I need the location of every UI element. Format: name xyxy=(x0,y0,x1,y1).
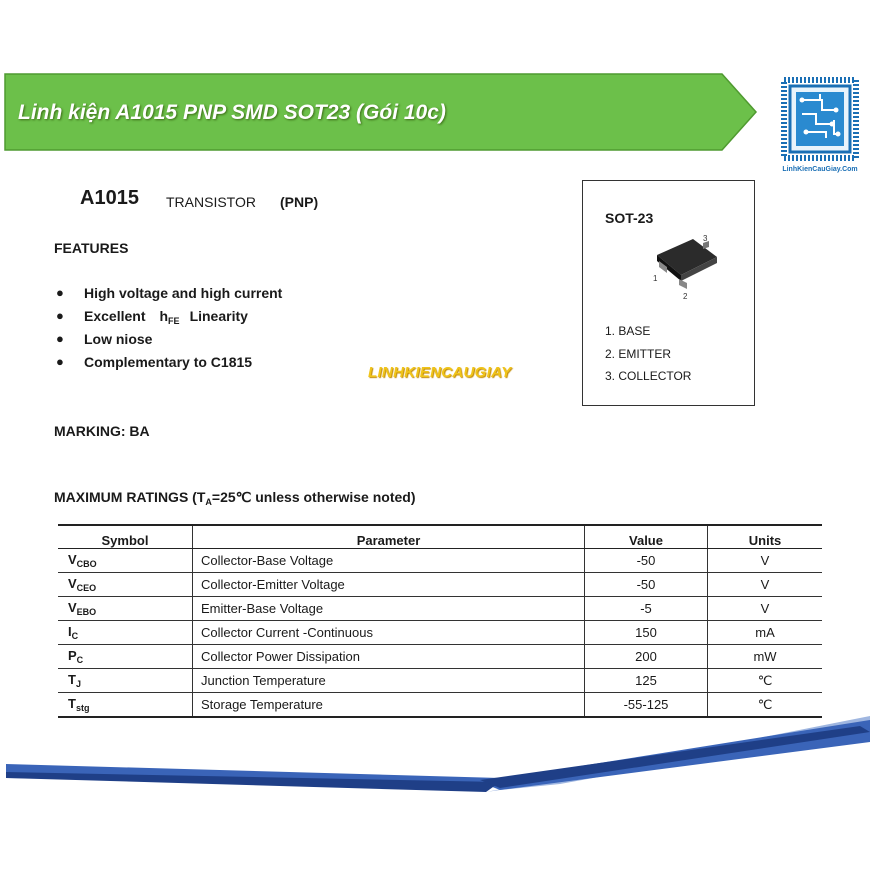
symbol-cell: $V_{EBO}$ xyxy=(58,597,193,621)
part-type: TRANSISTOR xyxy=(166,194,256,210)
bullet-icon: ● xyxy=(56,354,64,369)
hfe-subscript: FE xyxy=(168,316,180,326)
symbol-cell: $T_{stg}$ xyxy=(58,693,193,718)
parameter-cell: Collector-Emitter Voltage xyxy=(193,573,585,597)
unit-cell: mW xyxy=(708,645,823,669)
table-row xyxy=(58,597,822,621)
symbol-cell: $T_J$ xyxy=(58,669,193,693)
value-cell: -50 xyxy=(585,549,708,573)
symbol-cell: $V_{CBO}$ xyxy=(58,549,193,573)
table-row xyxy=(58,573,822,597)
pin-label-base: 1. BASE xyxy=(605,324,651,338)
parameter-cell: Collector Power Dissipation xyxy=(193,645,585,669)
table-row xyxy=(58,549,822,573)
parameter-cell: Storage Temperature xyxy=(193,693,585,718)
feature-item: ● Complementary to C1815 xyxy=(56,354,253,370)
hfe-symbol: h xyxy=(159,308,169,324)
ratings-table xyxy=(58,524,822,718)
value-cell: 150 xyxy=(585,621,708,645)
pin-label-emitter: 2. EMITTER xyxy=(605,347,672,361)
package-title: SOT-23 xyxy=(605,210,654,226)
ratings-title: MAXIMUM RATINGS ($T_A=25℃$ unless otherwise noted) xyxy=(54,489,416,507)
watermark-text: LINHKIENCAUGIAY xyxy=(368,364,512,381)
feature-item: ● Low niose xyxy=(56,331,153,347)
table-header-row xyxy=(58,525,822,549)
package-box xyxy=(582,180,755,406)
unit-cell: V xyxy=(708,549,823,573)
unit-cell: V xyxy=(708,597,823,621)
col-header-symbol: Symbol xyxy=(58,525,193,549)
sot23-package-drawing xyxy=(643,233,723,303)
col-header-parameter: Parameter xyxy=(193,525,585,549)
feature-item: ● High voltage and high current xyxy=(56,285,283,301)
parameter-cell: Junction Temperature xyxy=(193,669,585,693)
col-header-units: Units xyxy=(708,525,823,549)
pin-1-number: 1 xyxy=(653,274,658,283)
banner-title: Linh kiện A1015 PNP SMD SOT23 (Gói 10c) xyxy=(18,101,446,124)
table-row xyxy=(58,669,822,693)
value-cell: 125 xyxy=(585,669,708,693)
pin-3-number: 3 xyxy=(703,234,708,243)
unit-cell: V xyxy=(708,573,823,597)
value-cell: -5 xyxy=(585,597,708,621)
symbol-cell: $I_C$ xyxy=(58,621,193,645)
footer-decoration xyxy=(0,712,870,802)
table-row xyxy=(58,645,822,669)
logo-text: LinhKienCauGiay.Com xyxy=(782,166,858,173)
feature-hfe-prefix: Excellent xyxy=(84,308,146,324)
unit-cell: ℃ xyxy=(708,693,823,718)
parameter-cell: Collector Current -Continuous xyxy=(193,621,585,645)
pin-label-collector: 3. COLLECTOR xyxy=(605,369,692,383)
part-number: A1015 xyxy=(80,187,139,209)
feature-item xyxy=(54,308,282,331)
features-title: FEATURES xyxy=(54,240,129,256)
bullet-icon: ● xyxy=(56,308,64,323)
part-polarity: (PNP) xyxy=(280,194,319,210)
symbol-cell: $V_{CEO}$ xyxy=(58,573,193,597)
table-row xyxy=(58,621,822,645)
pin-2-number: 2 xyxy=(683,292,688,301)
value-cell: -55-125 xyxy=(585,693,708,718)
parameter-cell: Collector-Base Voltage xyxy=(193,549,585,573)
feature-hfe-suffix: Linearity xyxy=(189,308,248,324)
bullet-icon: ● xyxy=(56,331,64,346)
marking-label: MARKING: BA xyxy=(54,423,150,439)
circuit-board-chip-icon xyxy=(776,74,864,172)
value-cell: 200 xyxy=(585,645,708,669)
parameter-cell: Emitter-Base Voltage xyxy=(193,597,585,621)
unit-cell: ℃ xyxy=(708,669,823,693)
bullet-icon: ● xyxy=(56,285,64,300)
value-cell: -50 xyxy=(585,573,708,597)
symbol-cell: $P_C$ xyxy=(58,645,193,669)
col-header-value: Value xyxy=(585,525,708,549)
features-list xyxy=(54,285,282,377)
unit-cell: mA xyxy=(708,621,823,645)
